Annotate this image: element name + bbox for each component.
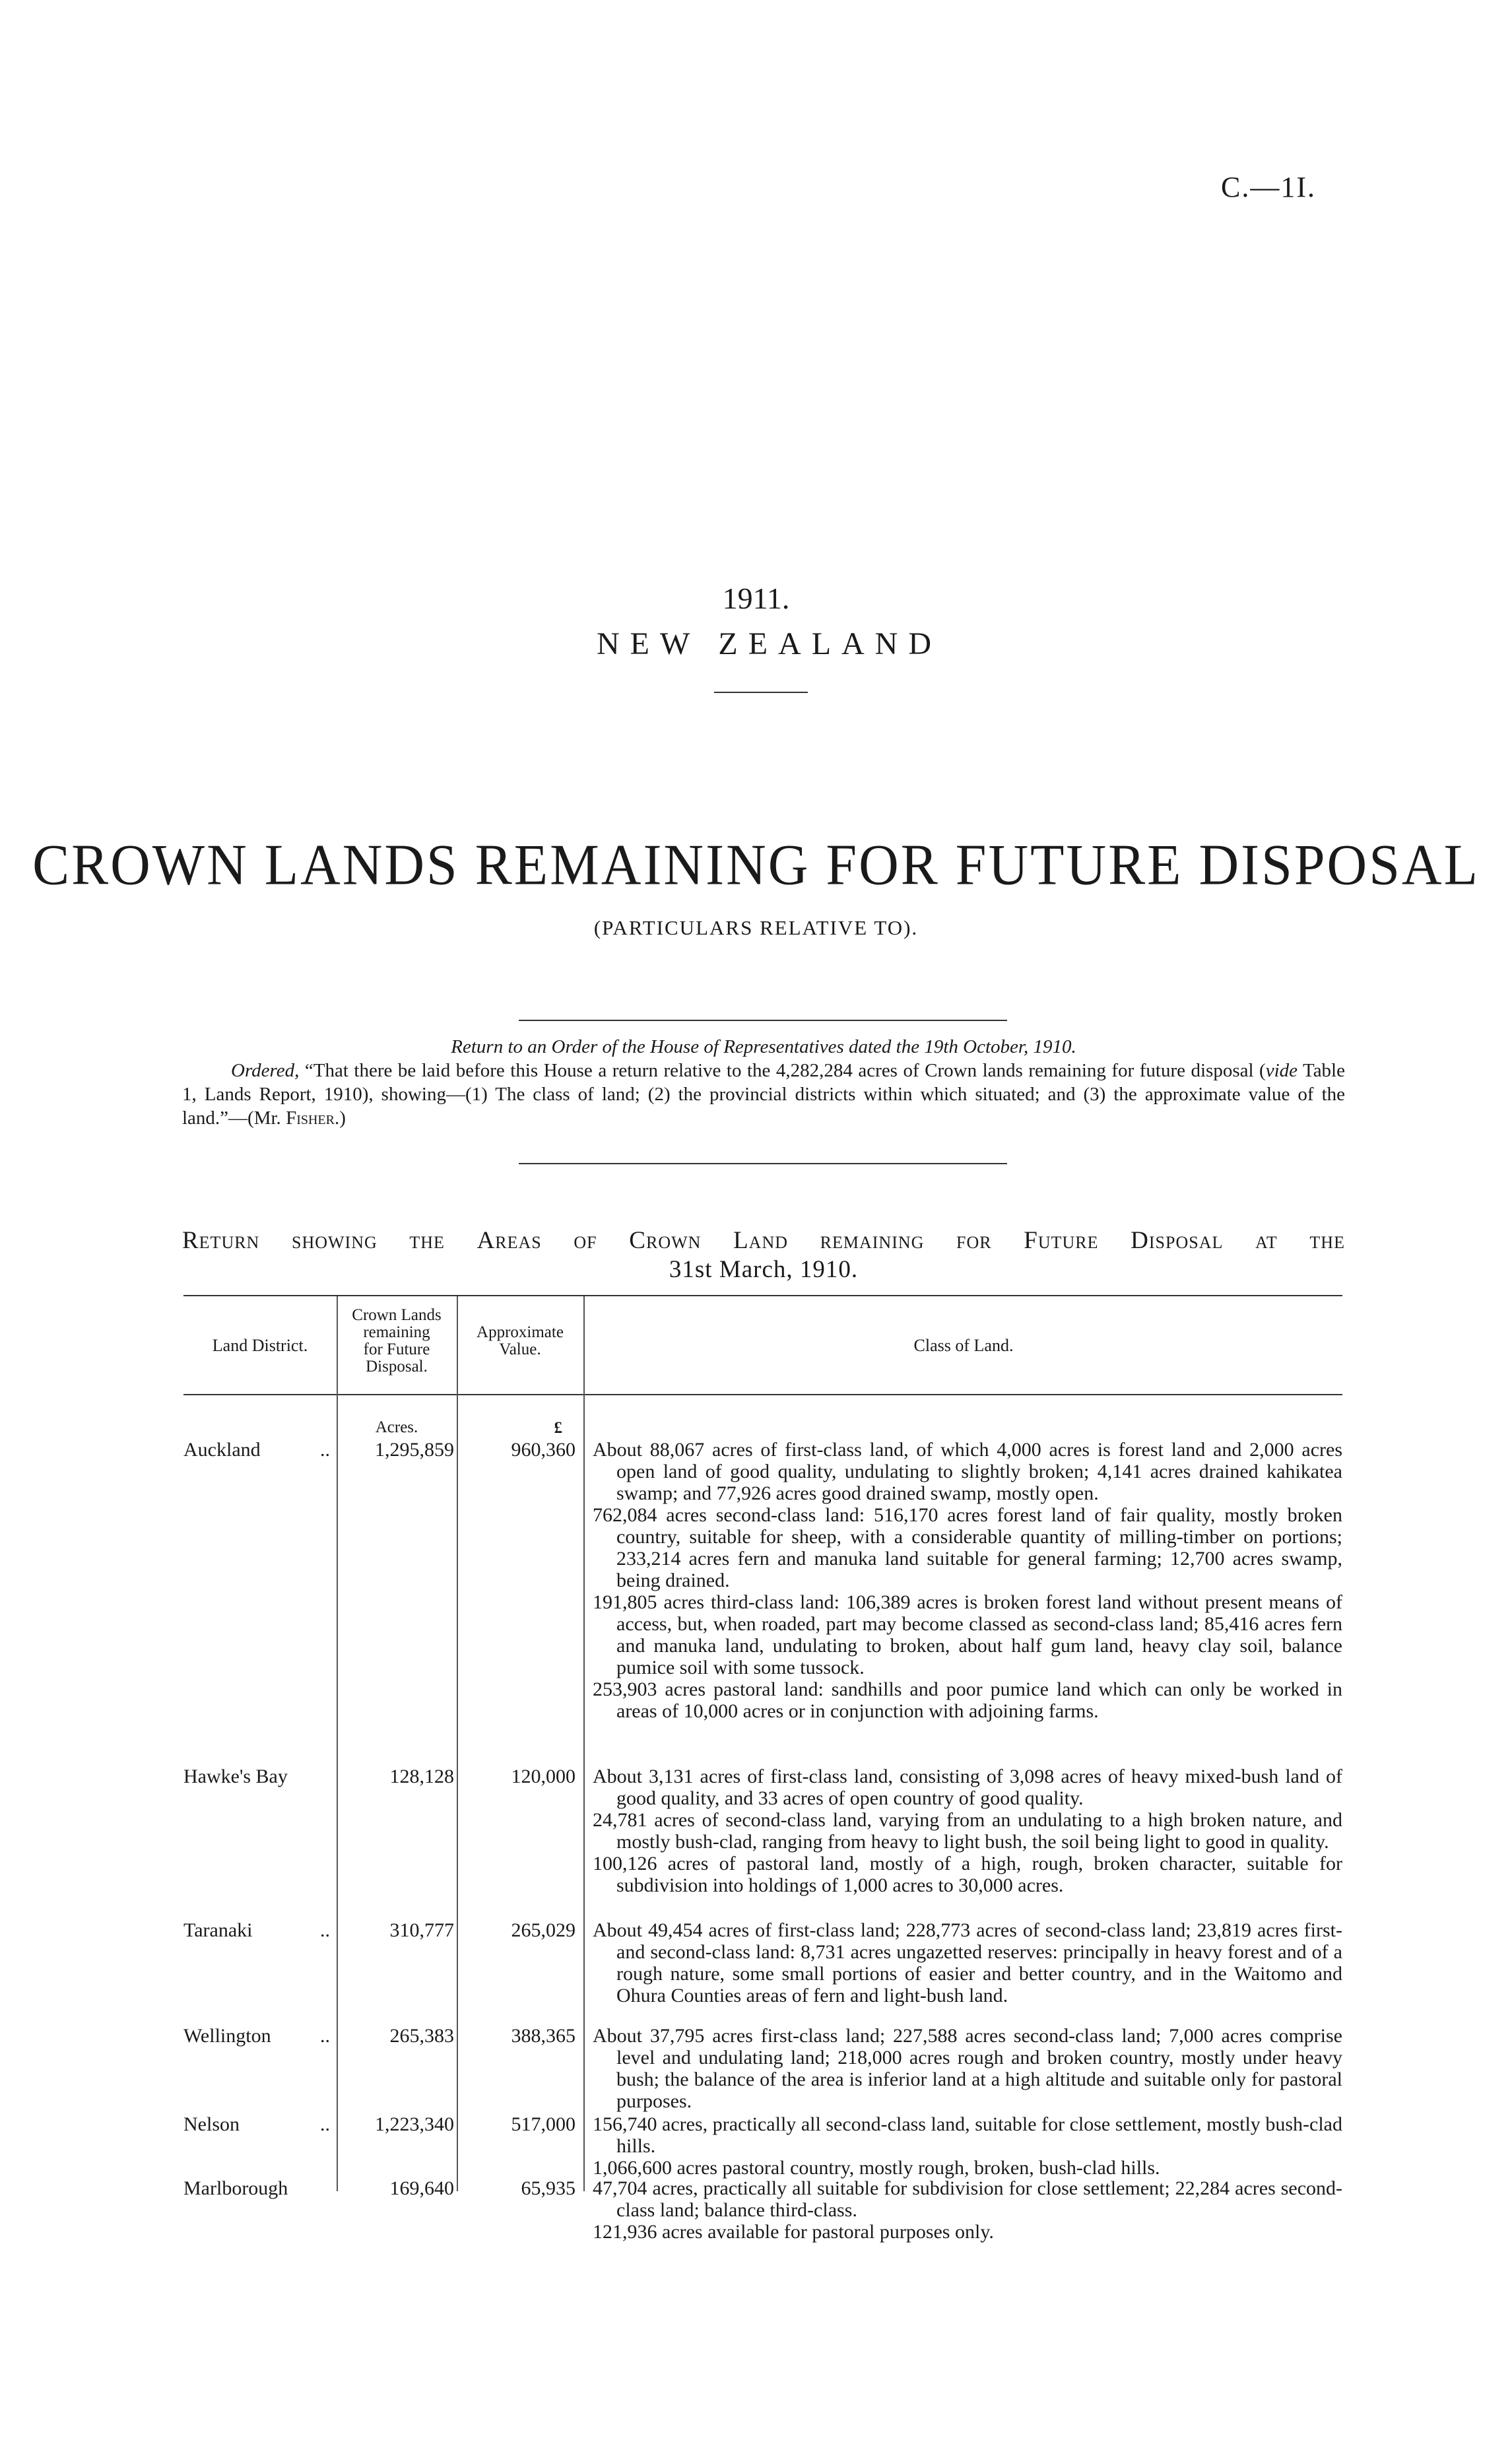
leader-dots: ..: [320, 1919, 330, 1941]
row-approximate-value: 265,029: [511, 1919, 575, 1941]
row-approximate-value: 388,365: [511, 2025, 575, 2047]
return-title-word: of: [574, 1227, 597, 1254]
district-name: Marlborough: [183, 2177, 288, 2199]
row-class-of-land: [593, 2025, 1342, 2112]
row-approximate-value: 120,000: [511, 1766, 575, 1787]
unit-acres: Acres.: [375, 1418, 418, 1436]
divider: [519, 1020, 1007, 1021]
class-of-land-paragraph: 253,903 acres pastoral land: sandhills and poor pumice land which can only be worked in areas of 10,000 acres or in conjunction with adjoining farms.: [593, 1678, 1342, 1722]
leader-dots: ..: [320, 1439, 330, 1461]
class-of-land-paragraph: About 88,067 acres of first-class land, of which 4,000 acres is forest land and 2,000 acres open land of good quality, undulating to slightly broken; 4,141 acres drained kahikatea swamp; and 77,926 acres good drained swamp, mostly open.: [593, 1439, 1342, 1504]
order-caption: Return to an Order of the House of Representatives dated the 19th October, 1910.: [451, 1036, 1076, 1057]
header-approximate-value: Approximate Value.: [477, 1323, 564, 1358]
header-crown-lands-remaining: Crown Lands remaining for Future Disposal.: [352, 1306, 442, 1375]
order-text: Ordered, “That there be laid before this House a return relative to the 4,282,284 acres of Crown lands remaining for future disposal (vide Table 1, Lands Report, 1910), showing—(1) The class of land; (2) the provincial districts within which situated; and (3) the approximate value of the land.”—(Mr. Fisher.): [182, 1060, 1345, 1129]
row-class-of-land: [593, 1919, 1342, 2006]
return-title-word: the: [1309, 1227, 1345, 1254]
class-of-land-paragraph: 121,936 acres available for pastoral purposes only.: [593, 2221, 994, 2243]
return-title-line-2: 31st March, 1910.: [669, 1256, 859, 1283]
row-class-of-land: [593, 1766, 1342, 1896]
row-land-district: [183, 1766, 335, 1787]
document-year: 1911.: [722, 581, 790, 615]
return-title-word: Disposal: [1131, 1227, 1224, 1254]
return-title: [182, 1226, 1345, 1284]
return-title-word: Crown: [629, 1227, 702, 1254]
return-title-word: for: [956, 1227, 992, 1254]
row-land-district: [183, 1439, 335, 1461]
row-land-district: [183, 1919, 335, 1941]
row-acres-remaining: 310,777: [389, 1919, 454, 1941]
leader-dots: [330, 1766, 335, 1787]
return-title-word: the: [409, 1227, 445, 1254]
row-acres-remaining: 1,223,340: [375, 2113, 454, 2135]
divider: [519, 1163, 1007, 1164]
row-acres-remaining: 1,295,859: [375, 1439, 454, 1461]
class-of-land-paragraph: 1,066,600 acres pastoral country, mostly rough, broken, bush-clad hills.: [593, 2157, 1160, 2179]
return-title-word: remaining: [820, 1227, 925, 1254]
district-name: Wellington: [183, 2025, 271, 2047]
return-title-word: Land: [733, 1227, 788, 1254]
district-name: Taranaki: [183, 1919, 253, 1941]
document-reference: C.—1I.: [1221, 171, 1316, 203]
country-heading: NEW ZEALAND: [596, 626, 942, 661]
document-title: CROWN LANDS REMAINING FOR FUTURE DISPOSAL: [32, 832, 1480, 898]
district-name: Nelson: [183, 2113, 240, 2135]
class-of-land-paragraph: 24,781 acres of second-class land, varying from an undulating to a high broken nature, and mostly bush-clad, ranging from heavy to light bush, the soil being light to good in quality.: [593, 1809, 1342, 1853]
row-land-district: [183, 2113, 335, 2135]
class-of-land-paragraph: 156,740 acres, practically all second-class land, suitable for close settlement, mostly bush-clad hills.: [593, 2113, 1342, 2157]
class-of-land-paragraph: 762,084 acres second-class land: 516,170 acres forest land of fair quality, mostly broken country, suitable for sheep, with a considerable quantity of milling-timber on portions; 233,214 acres fern and manuka land suitable for general farming; 12,700 acres swamp, being drained.: [593, 1504, 1342, 1591]
row-acres-remaining: 169,640: [389, 2177, 454, 2199]
return-title-word: showing: [291, 1227, 378, 1254]
row-class-of-land: [593, 1439, 1342, 1722]
header-land-district: Land District.: [212, 1336, 308, 1355]
column-divider: [583, 1296, 585, 2191]
row-acres-remaining: 265,383: [389, 2025, 454, 2047]
leader-dots: [330, 2177, 335, 2199]
header-class-of-land: Class of Land.: [913, 1336, 1014, 1355]
divider: [714, 692, 808, 693]
row-approximate-value: 65,935: [521, 2177, 575, 2199]
row-land-district: [183, 2025, 335, 2047]
table-top-rule: [183, 1295, 1342, 1296]
class-of-land-paragraph: About 49,454 acres of first-class land; 228,773 acres of second-class land; 23,819 acres first- and second-class land: 8,731 acres ungazetted reserves: principally in heavy forest and of a rough nature, some small portions of easier and better country, and in the Waitomo and Ohura Counties areas of fern and light-bush land.: [593, 1919, 1342, 2006]
return-title-word: at: [1255, 1227, 1278, 1254]
row-class-of-land: [593, 2177, 1342, 2243]
class-of-land-paragraph: About 3,131 acres of first-class land, consisting of 3,098 acres of heavy mixed-bush land of good quality, and 33 acres of open country of good quality.: [593, 1766, 1342, 1809]
unit-pounds: £: [554, 1419, 562, 1437]
row-acres-remaining: 128,128: [389, 1766, 454, 1787]
class-of-land-paragraph: 191,805 acres third-class land: 106,389 acres is broken forest land without present means of access, but, when roaded, part may become classed as second-class land; 85,416 acres fern and manuka land, undulating to broken, about half gum land, heavy clay soil, balance pumice soil with some tussock.: [593, 1591, 1342, 1678]
row-land-district: [183, 2177, 335, 2199]
leader-dots: ..: [320, 2113, 330, 2135]
return-title-word: Future: [1024, 1227, 1099, 1254]
return-title-line-1: [182, 1226, 1345, 1255]
row-class-of-land: [593, 2113, 1342, 2179]
class-of-land-paragraph: 100,126 acres of pastoral land, mostly of a high, rough, broken character, suitable for subdivision into holdings of 1,000 acres to 30,000 acres.: [593, 1853, 1342, 1896]
document-subtitle: (PARTICULARS RELATIVE TO).: [593, 916, 919, 939]
order-of-house: [182, 1035, 1345, 1130]
class-of-land-paragraph: 47,704 acres, practically all suitable for subdivision for close settlement; 22,284 acres second-class land; balance third-class.: [593, 2177, 1342, 2221]
table-header-rule: [183, 1394, 1342, 1395]
return-title-word: Return: [182, 1227, 260, 1254]
return-title-word: Areas: [477, 1227, 542, 1254]
row-approximate-value: 960,360: [511, 1439, 575, 1461]
row-approximate-value: 517,000: [511, 2113, 575, 2135]
district-name: Auckland: [183, 1439, 261, 1461]
leader-dots: ..: [320, 2025, 330, 2047]
class-of-land-paragraph: About 37,795 acres first-class land; 227,588 acres second-class land; 7,000 acres comprise level and undulating land; 218,000 acres rough and broken country, mostly under heavy bush; the balance of the area is inferior land at a high altitude and suitable only for pastoral purposes.: [593, 2025, 1342, 2112]
district-name: Hawke's Bay: [183, 1766, 288, 1787]
